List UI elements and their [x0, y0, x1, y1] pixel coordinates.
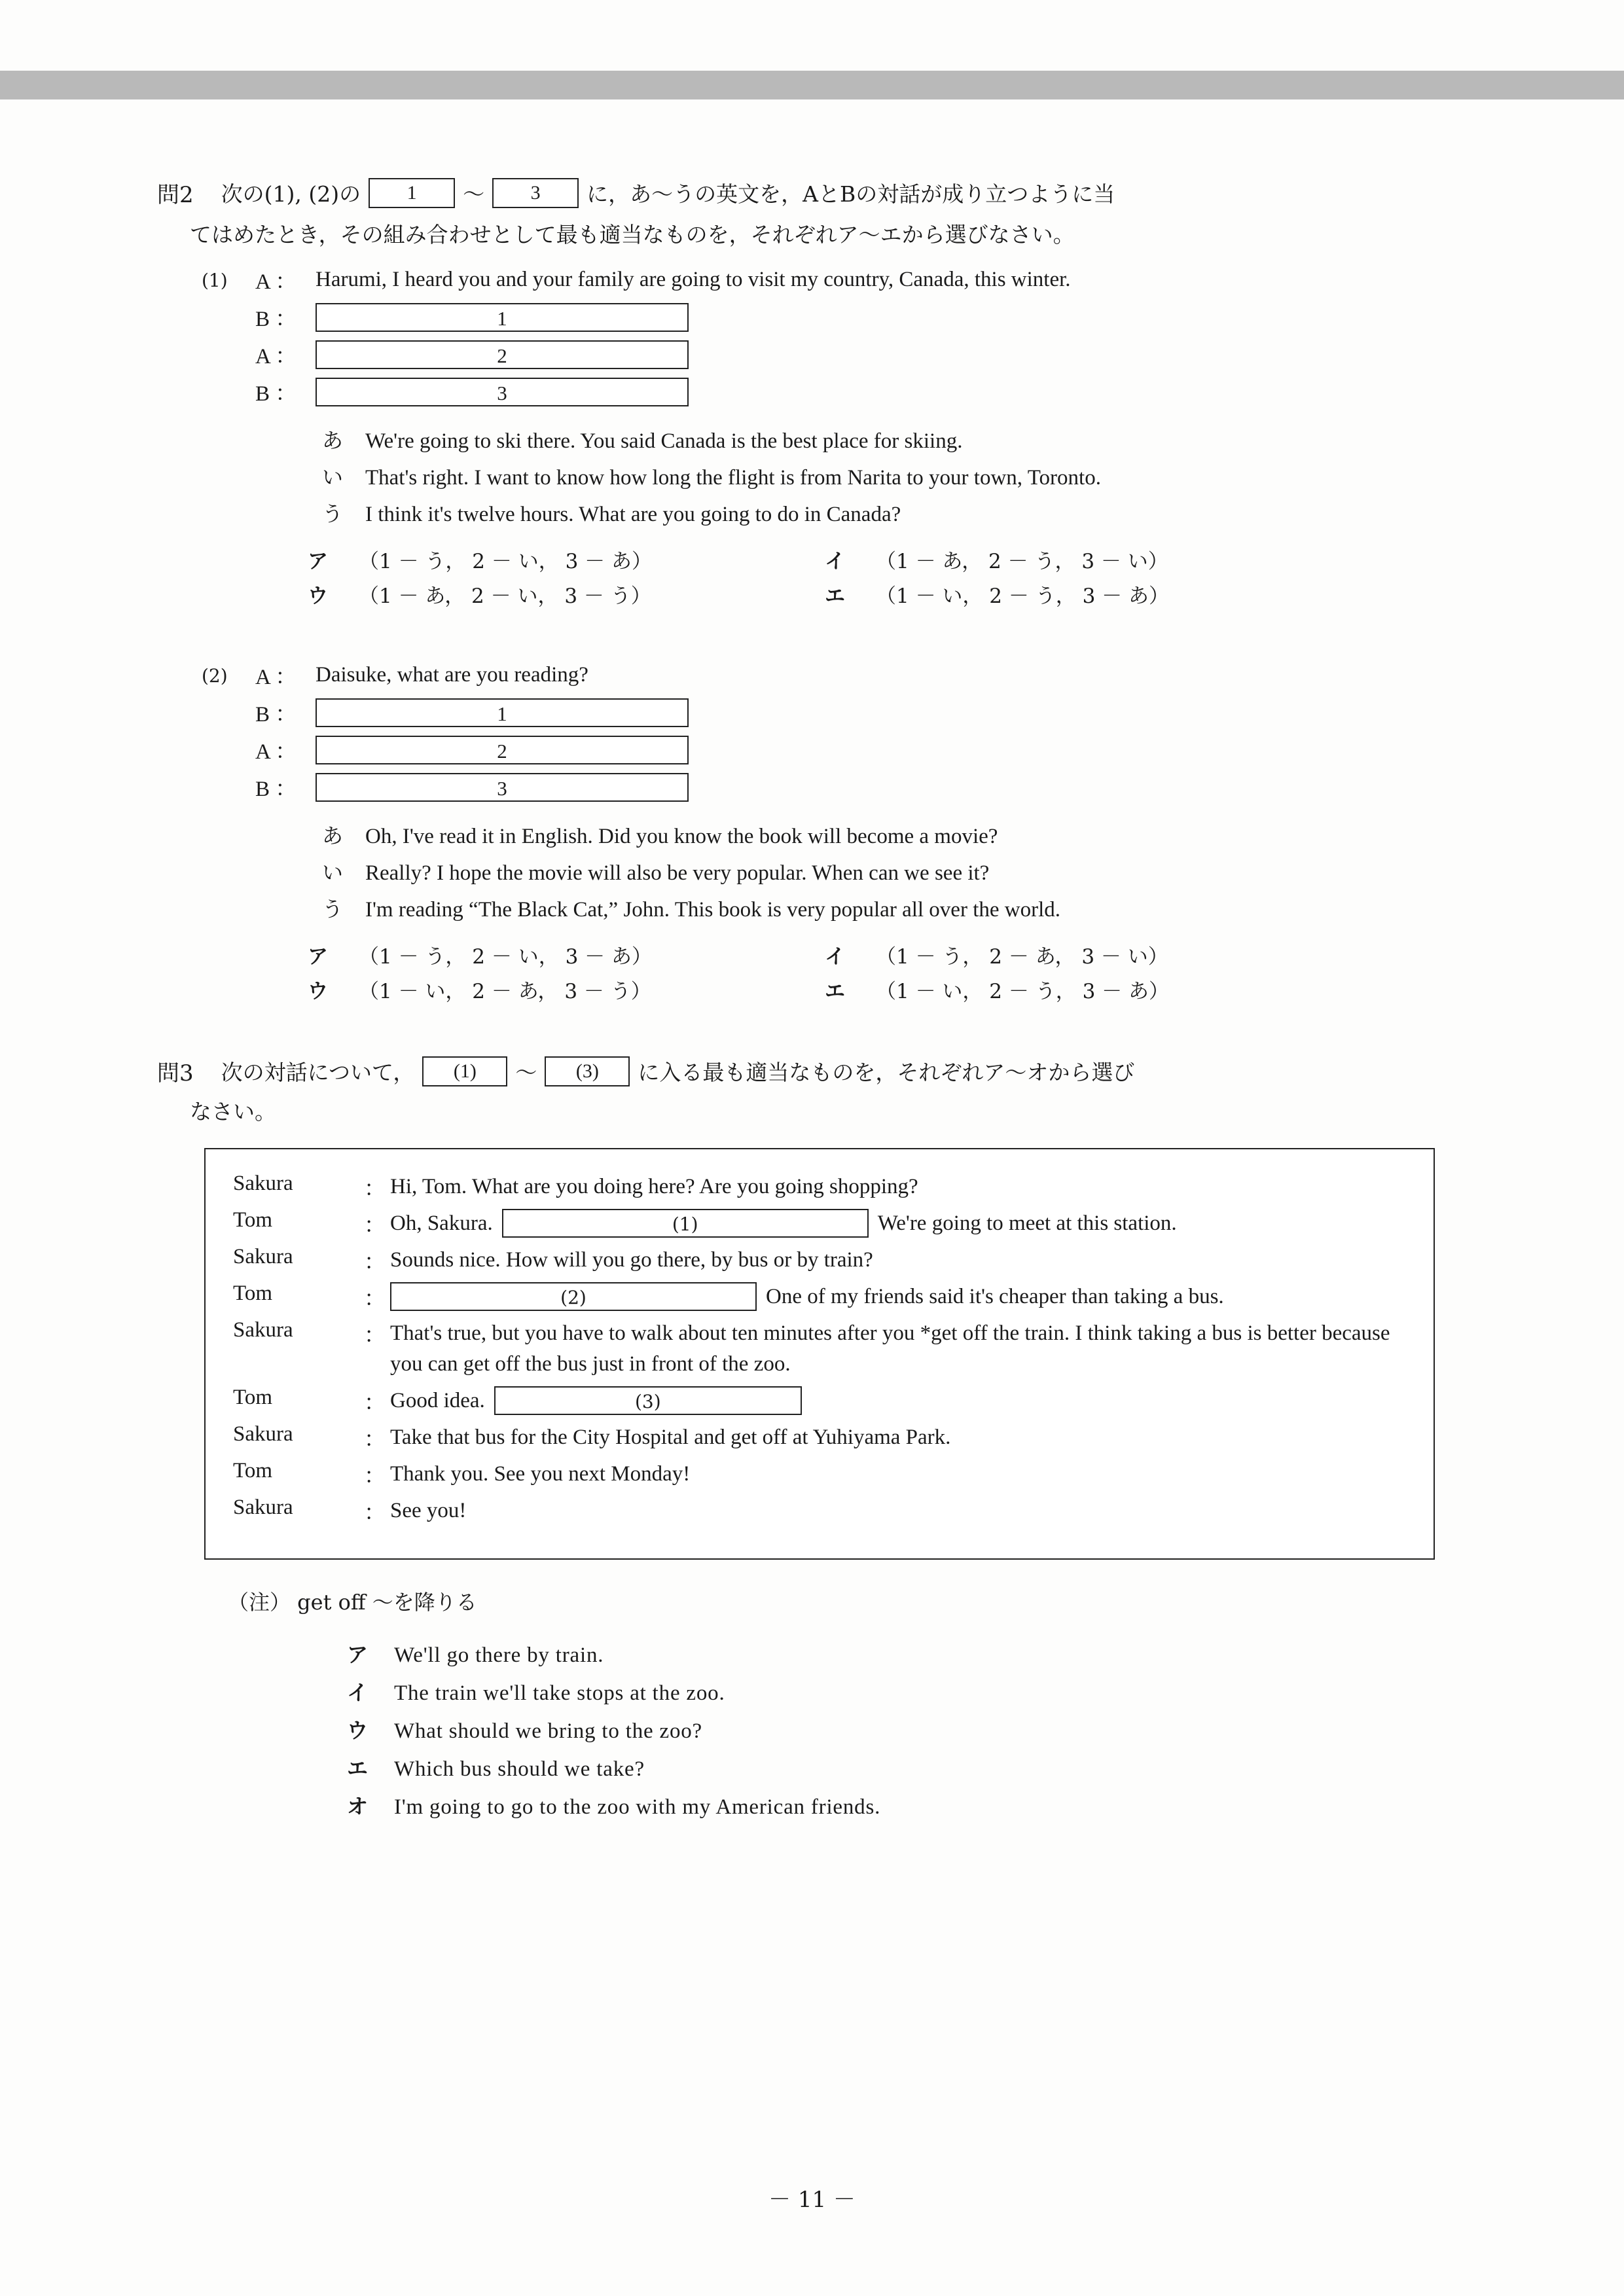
utterance-text: Thank you. See you next Monday! — [390, 1462, 691, 1486]
question-3-options — [0, 1638, 1624, 1820]
option-row[interactable] — [347, 1638, 1624, 1668]
choice-marker: あ — [322, 428, 344, 453]
choice-item — [322, 461, 1624, 491]
page-content — [0, 177, 1624, 1820]
utterance-text: That's true, but you have to walk about ten minutes after you *get off the train. I think taking a bus is better because you can get off the bus just in front of the zoo. — [390, 1321, 1390, 1376]
answer-box-2[interactable]: 2 — [316, 736, 689, 764]
option-text: What should we bring to the zoo? — [394, 1719, 702, 1743]
blank-box-1[interactable]: (1) — [502, 1209, 869, 1238]
speaker-label: A ： — [255, 666, 297, 689]
answer-box-3[interactable]: 3 — [316, 378, 689, 406]
utterance-text: Harumi, I heard you and your family are going to visit my country, Canada, this winter. — [316, 268, 1071, 291]
speaker-name: Tom — [233, 1458, 273, 1482]
speaker-label: A ： — [255, 345, 297, 368]
choice-item — [322, 893, 1624, 923]
speaker-colon: ： — [364, 1324, 386, 1348]
option-key: オ — [347, 1793, 369, 1819]
answer-option-b[interactable] — [825, 545, 1342, 574]
speaker-name: Sakura — [233, 1318, 293, 1342]
answer-option-row — [308, 975, 1624, 1004]
dialogue-passage — [204, 1148, 1435, 1560]
question-2-intro-b: に，あ〜うの英文を，AとBの対話が成り立つように当 — [586, 181, 1115, 207]
speaker-name: Sakura — [233, 1172, 293, 1195]
question-3-intro-b: に入る最も適当なものを，それぞれア〜オから選び — [638, 1060, 1135, 1085]
option-key: ウ — [308, 584, 328, 608]
speaker-colon: ： — [364, 1464, 386, 1488]
option-key: ウ — [347, 1717, 369, 1743]
question-3-intro-c: なさい。 — [190, 1099, 276, 1124]
speaker-colon: ： — [364, 1287, 386, 1311]
answer-option-grid — [0, 940, 1624, 1004]
dialogue-line — [0, 697, 1624, 728]
choice-text: Oh, I've read it in English. Did you know the book will become a movie? — [365, 825, 998, 848]
speaker-name: Tom — [233, 1282, 273, 1305]
question-2-item-1 — [0, 264, 1624, 609]
dialogue-row — [233, 1422, 1407, 1453]
speaker-label: B ： — [255, 308, 297, 331]
speaker-colon: ： — [364, 1501, 386, 1525]
option-value: （1 － う， 2 － い， 3 － あ） — [359, 945, 653, 969]
dialogue-line — [0, 376, 1624, 407]
speaker-label: B ： — [255, 703, 297, 726]
utterance-text: Hi, Tom. What are you doing here? Are you going shopping? — [390, 1175, 918, 1198]
question-3-range-end-box: (3) — [545, 1056, 630, 1086]
option-key: イ — [825, 550, 845, 573]
header-band — [0, 71, 1624, 99]
question-2-tilde: 〜 — [463, 181, 485, 207]
option-text: Which bus should we take? — [394, 1757, 645, 1781]
dialogue-line — [0, 339, 1624, 370]
footnote: （注） get off 〜を降りる — [228, 1589, 477, 1615]
dialogue-line — [0, 660, 1624, 691]
choice-list — [0, 424, 1624, 528]
answer-option-c[interactable] — [308, 579, 825, 609]
dialogue-row — [233, 1318, 1407, 1380]
choice-text: I think it's twelve hours. What are you going to do in Canada? — [365, 503, 901, 526]
question-3-tilde: 〜 — [515, 1060, 537, 1085]
speaker-colon: ： — [364, 1177, 386, 1201]
answer-option-a[interactable] — [308, 940, 825, 969]
option-key: イ — [347, 1679, 369, 1705]
option-key: エ — [347, 1755, 369, 1781]
option-key: ア — [308, 945, 328, 969]
answer-option-row — [308, 940, 1624, 969]
answer-option-row — [308, 545, 1624, 574]
item-number: (1) — [202, 270, 228, 291]
answer-box-2[interactable]: 2 — [316, 340, 689, 369]
answer-option-d[interactable] — [825, 975, 1342, 1004]
choice-marker: あ — [322, 823, 344, 848]
blank-box-3[interactable]: (3) — [494, 1386, 802, 1415]
option-key: ウ — [308, 980, 328, 1003]
question-2-range-start-box: 1 — [369, 178, 455, 208]
utterance-text-post: One of my friends said it's cheaper than taking a bus. — [766, 1285, 1224, 1308]
question-2-item-2 — [0, 660, 1624, 1004]
question-2-intro-c: てはめたとき，その組み合わせとして最も適当なものを，それぞれア〜エから選びなさい。 — [190, 222, 1075, 247]
dialogue-line — [0, 302, 1624, 332]
choice-item — [322, 819, 1624, 850]
question-2-label: 問2 — [157, 182, 194, 208]
utterance-text: Take that bus for the City Hospital and get off at Yuhiyama Park. — [390, 1425, 951, 1449]
choice-text: We're going to ski there. You said Canada is the best place for skiing. — [365, 429, 963, 453]
answer-option-d[interactable] — [825, 579, 1342, 609]
question-3-label: 問3 — [157, 1060, 194, 1086]
speaker-colon: ： — [364, 1391, 386, 1415]
speaker-colon: ： — [364, 1251, 386, 1274]
question-2-heading — [0, 177, 1624, 209]
option-value: （1 － い， 2 － う， 3 － あ） — [876, 584, 1170, 608]
option-text: We'll go there by train. — [394, 1643, 604, 1667]
option-text: The train we'll take stops at the zoo. — [394, 1681, 725, 1705]
dialogue-line — [0, 772, 1624, 802]
dialogue-row — [233, 1386, 1407, 1416]
answer-option-grid — [0, 545, 1624, 609]
utterance-text: Daisuke, what are you reading? — [316, 663, 588, 687]
choice-text: I'm reading “The Black Cat,” John. This book is very popular all over the world. — [365, 898, 1060, 922]
dialogue-row — [233, 1172, 1407, 1202]
speaker-label: A ： — [255, 270, 297, 294]
speaker-name: Tom — [233, 1385, 273, 1409]
question-3-heading — [0, 1055, 1624, 1087]
choice-marker: う — [322, 501, 344, 526]
option-key: エ — [825, 980, 845, 1003]
item-number: (2) — [202, 665, 228, 687]
utterance-text: See you! — [390, 1498, 467, 1522]
utterance-text-post: We're going to meet at this station. — [877, 1211, 1177, 1235]
option-row[interactable] — [347, 1676, 1624, 1706]
option-row[interactable] — [347, 1790, 1624, 1820]
speaker-colon: ： — [364, 1214, 386, 1238]
option-key: ア — [347, 1641, 369, 1667]
answer-option-a[interactable] — [308, 545, 825, 574]
question-3 — [0, 1055, 1624, 1820]
choice-marker: い — [322, 465, 344, 490]
choice-item — [322, 856, 1624, 886]
option-key: イ — [825, 945, 845, 969]
choice-marker: い — [322, 860, 344, 885]
answer-option-b[interactable] — [825, 940, 1342, 969]
utterance-text-pre: Oh, Sakura. — [390, 1211, 493, 1235]
speaker-name: Tom — [233, 1208, 273, 1232]
option-key: エ — [825, 584, 845, 608]
speaker-label: A ： — [255, 740, 297, 764]
dialogue-row — [233, 1245, 1407, 1276]
option-value: （1 － あ， 2 － う， 3 － い） — [876, 550, 1168, 573]
speaker-name: Sakura — [233, 1495, 293, 1519]
utterance-text: Sounds nice. How will you go there, by bus or by train? — [390, 1248, 873, 1272]
option-text: I'm going to go to the zoo with my American friends. — [394, 1795, 881, 1819]
option-value: （1 － あ， 2 － い， 3 － う） — [359, 584, 651, 608]
speaker-name: Sakura — [233, 1245, 293, 1268]
dialogue-row — [233, 1282, 1407, 1312]
option-key: ア — [308, 550, 328, 573]
dialogue-line — [0, 264, 1624, 295]
option-row[interactable] — [347, 1752, 1624, 1782]
question-2-range-end-box: 3 — [492, 178, 579, 208]
choice-text: Really? I hope the movie will also be very popular. When can we see it? — [365, 861, 990, 885]
utterance-text-pre: Good idea. — [390, 1388, 485, 1412]
option-value: （1 － い， 2 － う， 3 － あ） — [876, 980, 1170, 1003]
answer-option-c[interactable] — [308, 975, 825, 1004]
question-2-intro-a: 次の(1), (2)の — [221, 181, 361, 207]
choice-list — [0, 819, 1624, 923]
option-value: （1 － う， 2 － あ， 3 － い） — [876, 945, 1168, 969]
choice-item — [322, 424, 1624, 454]
speaker-label: B ： — [255, 778, 297, 801]
dialogue-line — [0, 734, 1624, 765]
speaker-label: B ： — [255, 382, 297, 406]
answer-box-1[interactable]: 1 — [316, 698, 689, 727]
dialogue-row — [233, 1496, 1407, 1526]
blank-box-2[interactable]: (2) — [390, 1282, 757, 1311]
question-3-intro-a: 次の対話について， — [221, 1060, 415, 1085]
dialogue-row — [233, 1208, 1407, 1239]
choice-item — [322, 497, 1624, 528]
speaker-colon: ： — [364, 1427, 386, 1452]
question-3-range-start-box: (1) — [422, 1056, 507, 1086]
option-value: （1 － う， 2 － い， 3 － あ） — [359, 550, 653, 573]
choice-marker: う — [322, 897, 344, 922]
page-number: － 11 － — [768, 2187, 856, 2213]
speaker-name: Sakura — [233, 1422, 293, 1446]
answer-option-row — [308, 579, 1624, 609]
dialogue-row — [233, 1459, 1407, 1490]
option-row[interactable] — [347, 1714, 1624, 1744]
answer-box-3[interactable]: 3 — [316, 773, 689, 802]
question-2 — [0, 177, 1624, 1004]
choice-text: That's right. I want to know how long the flight is from Narita to your town, Toronto. — [365, 466, 1101, 490]
answer-box-1[interactable]: 1 — [316, 303, 689, 332]
option-value: （1 － い， 2 － あ， 3 － う） — [359, 980, 651, 1003]
